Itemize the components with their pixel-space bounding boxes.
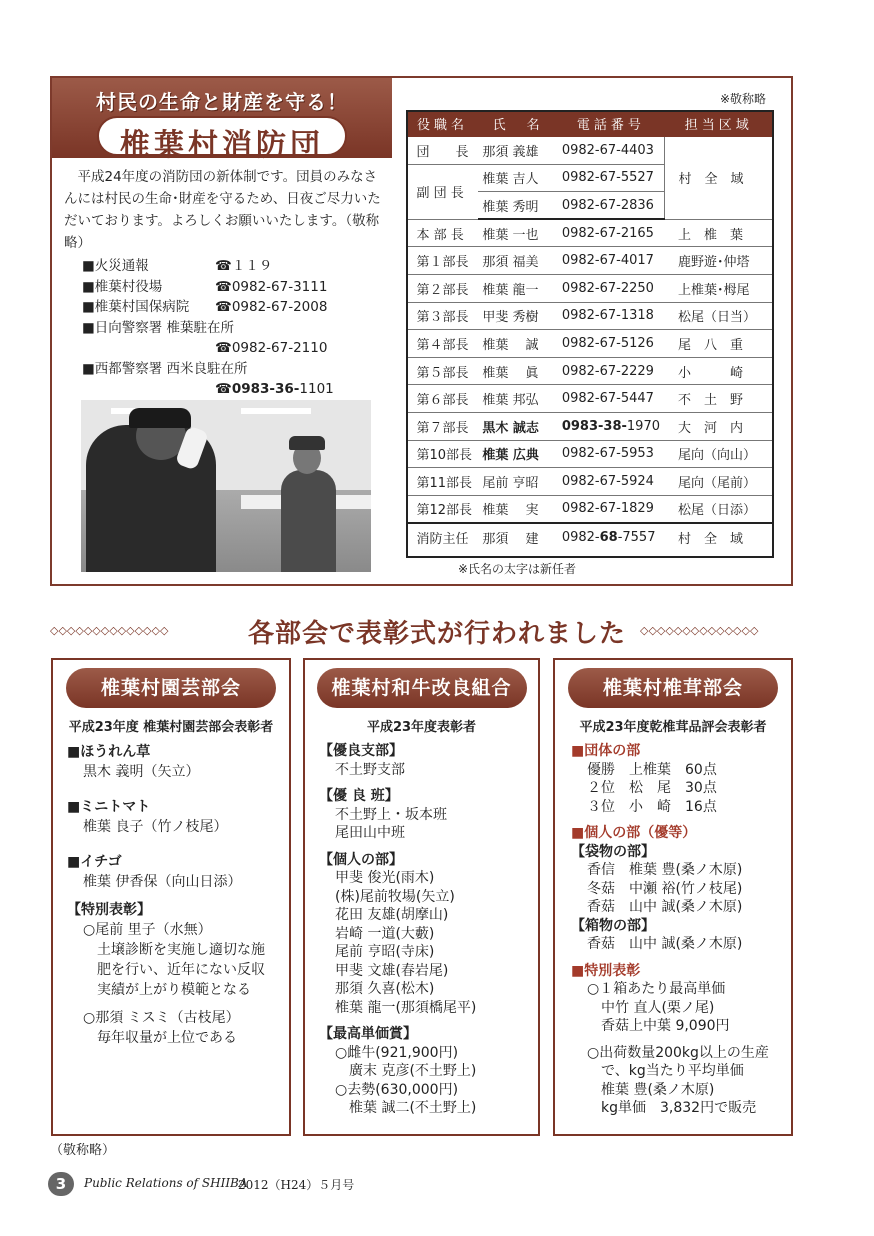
cell-area: 不 土 野 (664, 385, 774, 413)
cell-role: 第11部長 (407, 468, 479, 496)
issue-label: 2012（H24）５月号 (238, 1178, 355, 1192)
contact-tel: ☎0982-67-3111 (215, 278, 328, 295)
awardee: ○尾前 里子（水無） (83, 922, 212, 938)
tel-part: 0982- (561, 529, 600, 545)
wagyu-title: 椎葉村和牛改良組合 (317, 668, 527, 708)
cell-role: 第５部長 (407, 357, 479, 385)
fire-brigade-title-banner (52, 78, 392, 163)
cell-area: 尾向（尾前） (664, 468, 774, 496)
cell-tel: 0982-67-1829 (558, 495, 664, 523)
cell-role: 第３部長 (407, 302, 479, 330)
diamond-ornament-right: ◇◇◇◇◇◇◇◇◇◇◇◇◇◇ (640, 624, 759, 637)
tel-old-part: 1970 (626, 418, 660, 434)
cell-tel: 0982-67-2250 (558, 274, 664, 302)
cell-tel: 0982-67-5924 (558, 468, 664, 496)
result-row: 優勝 上椎葉 60点 (587, 761, 717, 778)
bold-name-note: ※氏名の太字は新任者 (458, 562, 577, 576)
wagyu-subtitle: 平成23年度表彰者 (366, 720, 477, 735)
contact-row (82, 256, 382, 277)
contact-name: ■椎葉村国保病院 (82, 299, 190, 315)
award-item: ○去勢(630,000円) (335, 1081, 459, 1098)
contact-row (82, 297, 382, 318)
cell-role: 本 部 長 (407, 219, 479, 247)
tel-part: -7557 (617, 529, 656, 545)
cell-area: 尾 八 重 (664, 330, 774, 358)
publication-name: Public Relations of SHIIBA (84, 1176, 248, 1190)
cell-area: 尾向（向山） (664, 440, 774, 468)
contact-name: ■椎葉村役場 (82, 278, 163, 295)
awardee: 椎葉 伊香保（向山日添） (83, 874, 242, 890)
photo-light (241, 408, 311, 414)
awardee: 花田 友雄(胡摩山) (335, 907, 449, 923)
cell-name: 椎葉 広典 (478, 440, 557, 468)
cell-role: 第４部長 (407, 330, 479, 358)
contact-tel (215, 379, 334, 400)
contact-row (82, 318, 382, 339)
diamond-ornament-left: ◇◇◇◇◇◇◇◇◇◇◇◇◇◇ (50, 624, 169, 637)
result-row: ３位 小 崎 16点 (587, 798, 717, 815)
category-heading: 【優 良 班】 (319, 788, 399, 804)
salute-photo (81, 400, 371, 572)
contact-row (82, 379, 382, 400)
table-row (407, 330, 774, 358)
cell-name: 椎葉 実 (478, 495, 557, 523)
cell-role: 消防主任 (416, 531, 469, 547)
awardee: 不土野支部 (335, 761, 405, 778)
cell-name: 那須 福美 (478, 247, 557, 275)
title-pill (97, 116, 347, 163)
shiitake-title: 椎葉村椎茸部会 (568, 668, 778, 708)
table-row (407, 302, 774, 330)
awards-heading: 各部会で表彰式が行われました (247, 619, 626, 649)
table-row (407, 247, 774, 275)
tel-new-part: ☎0983-36- (215, 381, 300, 397)
col-header: 氏 名 (478, 111, 557, 137)
contact-name: ■日向警察署 椎葉駐在所 (82, 319, 235, 336)
contact-name: ■西都警察署 西米良駐在所 (82, 360, 248, 377)
tel-new-part: 68 (599, 529, 618, 545)
cell-role: 団 長 (407, 137, 479, 165)
table-row (407, 523, 774, 551)
engei-title: 椎葉村園芸部会 (66, 668, 276, 708)
awardee: 那須 久喜(松木) (335, 981, 435, 997)
cell-area: 鹿野遊･仲塔 (664, 247, 774, 275)
wagyu-award-box (303, 658, 540, 1136)
cell-area: 松尾（日当） (664, 302, 774, 330)
awardee: 中竹 直人(栗ノ尾) (601, 999, 715, 1016)
award-detail: で、kg当たり平均単価 (601, 1063, 744, 1079)
cell-tel: 0982-67-5447 (558, 385, 664, 413)
contact-row (82, 277, 382, 298)
cell-name: 椎葉 眞 (478, 357, 557, 385)
cell-name: 那須 建 (482, 531, 539, 547)
subcategory-heading: 【袋物の部】 (571, 843, 655, 860)
category-heading: ■団体の部 (571, 743, 641, 759)
awardee: 椎葉 豊(桑ノ木原) (601, 1081, 715, 1098)
cell-name: 黒木 誠志 (478, 412, 557, 440)
contact-row (82, 338, 382, 359)
cell-name: 椎葉 吉人 (478, 164, 557, 192)
cell-name: 椎葉 誠 (478, 330, 557, 358)
col-header: 電話番号 (558, 111, 664, 137)
table-row (407, 274, 774, 302)
category-heading: ■特別表彰 (571, 962, 641, 979)
cell-name: 甲斐 秀樹 (478, 302, 557, 330)
honorific-note-bottom: （敬称略） (50, 1143, 116, 1158)
fire-brigade-title: 椎葉村消防団 (120, 128, 324, 163)
cell-area: 上椎葉･栂尾 (664, 274, 774, 302)
table-row (407, 219, 774, 247)
photo-person (281, 470, 336, 572)
awardee: (株)尾前牧場(矢立) (335, 888, 455, 905)
engei-award-box (51, 658, 291, 1136)
cell-name: 尾前 亨昭 (478, 468, 557, 496)
category-heading: ■ミニトマト (67, 799, 151, 815)
category-heading: ■ほうれん草 (67, 744, 151, 760)
awardee: 香菇 山中 誠(桑ノ木原) (587, 936, 743, 952)
cell-role: 第２部長 (407, 274, 479, 302)
honorific-note: ※敬称略 (720, 92, 767, 106)
cell-tel: 0982-67-4403 (558, 137, 664, 165)
award-reason: 肥を行い、近年にない反収 (97, 962, 265, 978)
table-row (407, 495, 774, 523)
cell-area: 大 河 内 (664, 412, 774, 440)
category-heading: 【特別表彰】 (67, 902, 151, 918)
award-item: ○雌牛(921,900円) (335, 1044, 459, 1061)
wagyu-body (319, 742, 539, 1118)
table-row (407, 440, 774, 468)
table-row (407, 137, 774, 165)
intro-text: 平成24年度の消防団の新体制です。団員のみなさんには村民の生命･財産を守るため、日夜ご尽力いただいております。よろしくお願いいたします。（敬称略） (64, 169, 381, 251)
awardee: 尾前 亨昭(寺床) (335, 944, 435, 960)
contact-tel: ☎１１９ (215, 258, 273, 274)
cell-role: 第７部長 (407, 412, 479, 440)
award-reason: 実績が上がり模範となる (97, 982, 251, 998)
tel-new-part: 0983-38- (561, 418, 627, 434)
cell-role: 第１部長 (407, 247, 479, 275)
shiitake-subtitle: 平成23年度乾椎茸品評会表彰者 (579, 720, 767, 735)
contact-name: ■火災通報 (82, 258, 149, 274)
category-heading: ■個人の部（優等） (571, 825, 697, 841)
category-heading: ■イチゴ (67, 854, 122, 870)
cell-name: 椎葉 一也 (478, 219, 557, 247)
awardee: 冬菇 中瀬 裕(竹ノ枝尾) (587, 880, 743, 897)
cell-name: 椎葉 邦弘 (478, 385, 557, 413)
cell-tel (558, 523, 664, 551)
contact-tel: ☎0982-67-2110 (215, 340, 328, 356)
contact-list (82, 256, 382, 400)
subcategory-heading: 【箱物の部】 (571, 917, 655, 934)
awardee: 椎葉 良子（竹ノ枝尾） (83, 819, 228, 835)
page-number: 3 (48, 1172, 74, 1196)
cell-tel: 0982-67-2229 (558, 357, 664, 385)
cell-tel: 0982-67-4017 (558, 247, 664, 275)
awardee: 甲斐 文雄(春岩尾) (335, 962, 449, 979)
cell-role: 副 団 長 (407, 164, 479, 219)
shiitake-award-box (553, 658, 793, 1136)
table-row (407, 412, 774, 440)
engei-subtitle: 平成23年度 椎葉村園芸部会表彰者 (68, 720, 274, 735)
cell-tel (558, 412, 664, 440)
fire-brigade-subtitle: 村民の生命と財産を守る！ (96, 90, 348, 114)
category-heading: 【最高単価賞】 (319, 1026, 417, 1042)
awardee: 尾田山中班 (335, 825, 405, 841)
result-row: ２位 松 尾 30点 (587, 780, 717, 796)
award-reason: 毎年収量が上位である (97, 1030, 237, 1046)
contact-row (82, 359, 382, 380)
cell-tel: 0982-67-2836 (558, 192, 664, 220)
col-header: 担当区域 (664, 111, 774, 137)
cell-area: 松尾（日添） (664, 495, 774, 523)
cell-name: 椎葉 秀明 (478, 192, 557, 220)
table-header-row (407, 111, 774, 137)
footer (48, 1172, 378, 1196)
award-item: ○出荷数量200kg以上の生産 (587, 1044, 769, 1061)
awardee: 黒木 義明（矢立） (83, 764, 200, 780)
awardee: 香菇 山中 誠(桑ノ木原) (587, 899, 743, 915)
cell-name: 那須 義雄 (478, 137, 557, 165)
cell-name: 椎葉 龍一 (478, 274, 557, 302)
awardee: 不土野上・坂本班 (335, 806, 447, 823)
cell-role: 第10部長 (407, 440, 479, 468)
col-header: 役職名 (407, 111, 479, 137)
cell-area: 小 崎 (664, 357, 774, 385)
photo-cap (289, 436, 325, 450)
tel-old-part: 1101 (299, 381, 334, 397)
award-item: ○１箱あたり最高単価 (587, 981, 726, 997)
award-detail: 香菇上中葉 9,090円 (601, 1018, 730, 1034)
cell-role: 第12部長 (407, 495, 479, 523)
category-heading: 【個人の部】 (319, 851, 403, 868)
cell-tel: 0982-67-5126 (558, 330, 664, 358)
category-heading: 【優良支部】 (319, 743, 403, 759)
table-row (407, 385, 774, 413)
awardee: 椎葉 龍一(那須橋尾平) (335, 999, 477, 1016)
table-row (407, 357, 774, 385)
awardee: 廣末 克彦(不土野上) (349, 1063, 477, 1079)
roster-table (406, 110, 774, 550)
award-reason: 土壌診断を実施し適切な施 (97, 942, 265, 958)
cell-tel: 0982-67-2165 (558, 219, 664, 247)
award-detail: kg単価 3,832円で販売 (601, 1100, 757, 1116)
table-row (407, 468, 774, 496)
cell-area: 村 全 域 (678, 531, 744, 547)
cell-tel: 0982-67-5527 (558, 164, 664, 192)
shiitake-body (571, 742, 791, 1118)
cell-area: 村 全 域 (664, 137, 774, 220)
awardee: 椎葉 誠二(不土野上) (349, 1100, 477, 1116)
awardee: 香信 椎葉 豊(桑ノ木原) (587, 862, 743, 878)
cell-tel: 0982-67-1318 (558, 302, 664, 330)
photo-cap (129, 408, 191, 428)
awardee: ○那須 ミスミ（古枝尾） (83, 1010, 240, 1026)
cell-role: 第６部長 (407, 385, 479, 413)
engei-body (67, 742, 287, 1048)
cell-area: 上 椎 葉 (664, 219, 774, 247)
awardee: 甲斐 俊光(雨木) (335, 870, 435, 886)
cell-tel: 0982-67-5953 (558, 440, 664, 468)
awardee: 岩崎 一道(大藪) (335, 925, 435, 942)
contact-tel: ☎0982-67-2008 (215, 299, 328, 315)
